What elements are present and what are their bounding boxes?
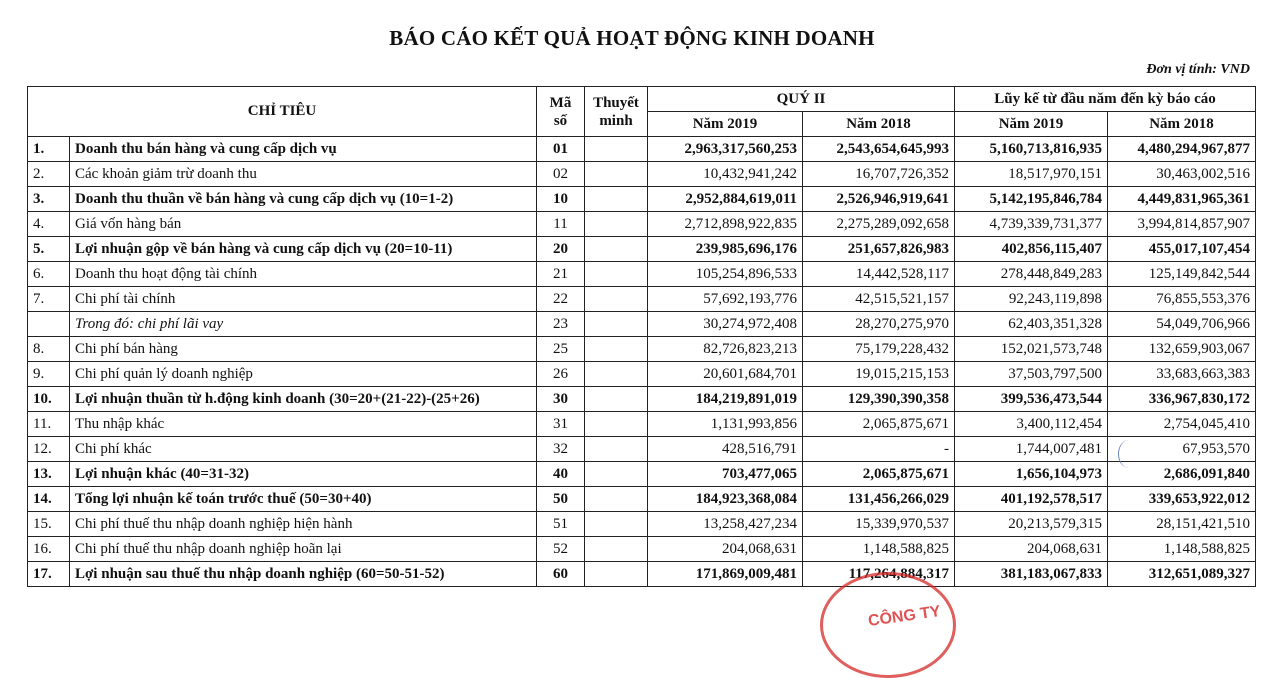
cumulative-2019-value: 1,656,104,973 bbox=[955, 462, 1108, 487]
cumulative-2018-value: 76,855,553,376 bbox=[1108, 287, 1256, 312]
header-cumulative: Lũy kế từ đầu năm đến kỳ báo cáo bbox=[955, 87, 1256, 112]
table-row bbox=[28, 187, 1256, 212]
cumulative-2018-value: 125,149,842,544 bbox=[1108, 262, 1256, 287]
cumulative-2019-value: 62,403,351,328 bbox=[955, 312, 1108, 337]
quarter-2018-value: 1,148,588,825 bbox=[803, 537, 955, 562]
row-label: Chi phí bán hàng bbox=[70, 337, 537, 362]
row-label: Chi phí tài chính bbox=[70, 287, 537, 312]
row-label: Lợi nhuận thuần từ h.động kinh doanh (30=20+(21-22)-(25+26) bbox=[70, 387, 537, 412]
cumulative-2019-value: 1,744,007,481 bbox=[955, 437, 1108, 462]
quarter-2019-value: 204,068,631 bbox=[648, 537, 803, 562]
cumulative-2018-value: 1,148,588,825 bbox=[1108, 537, 1256, 562]
header-thuyet-minh: Thuyết minh bbox=[585, 87, 648, 137]
table-row bbox=[28, 287, 1256, 312]
cumulative-2019-value: 278,448,849,283 bbox=[955, 262, 1108, 287]
row-note bbox=[585, 287, 648, 312]
row-code: 31 bbox=[537, 412, 585, 437]
row-label: Thu nhập khác bbox=[70, 412, 537, 437]
quarter-2019-value: 171,869,009,481 bbox=[648, 562, 803, 587]
row-number: 1. bbox=[28, 137, 70, 162]
cumulative-2019-value: 402,856,115,407 bbox=[955, 237, 1108, 262]
header-chi-tieu: CHỈ TIÊU bbox=[28, 87, 537, 137]
cumulative-2018-value: 336,967,830,172 bbox=[1108, 387, 1256, 412]
row-label: Lợi nhuận gộp về bán hàng và cung cấp dịch vụ (20=10-11) bbox=[70, 237, 537, 262]
header-quarter: QUÝ II bbox=[648, 87, 955, 112]
quarter-2019-value: 239,985,696,176 bbox=[648, 237, 803, 262]
cumulative-2018-value: 312,651,089,327 bbox=[1108, 562, 1256, 587]
income-statement-table bbox=[27, 86, 1256, 587]
table-row bbox=[28, 437, 1256, 462]
row-code: 10 bbox=[537, 187, 585, 212]
quarter-2019-value: 1,131,993,856 bbox=[648, 412, 803, 437]
row-code: 23 bbox=[537, 312, 585, 337]
cumulative-2018-value: 3,994,814,857,907 bbox=[1108, 212, 1256, 237]
row-note bbox=[585, 162, 648, 187]
quarter-2018-value: - bbox=[803, 437, 955, 462]
quarter-2019-value: 57,692,193,776 bbox=[648, 287, 803, 312]
quarter-2019-value: 13,258,427,234 bbox=[648, 512, 803, 537]
row-number: 14. bbox=[28, 487, 70, 512]
company-stamp-text: CÔNG TY bbox=[867, 603, 942, 630]
row-number: 13. bbox=[28, 462, 70, 487]
row-code: 26 bbox=[537, 362, 585, 387]
row-label: Chi phí thuế thu nhập doanh nghiệp hiện hành bbox=[70, 512, 537, 537]
row-label: Tổng lợi nhuận kế toán trước thuế (50=30+40) bbox=[70, 487, 537, 512]
row-code: 30 bbox=[537, 387, 585, 412]
header-quarter-2019: Năm 2019 bbox=[648, 112, 803, 137]
cumulative-2018-value: 4,449,831,965,361 bbox=[1108, 187, 1256, 212]
row-note bbox=[585, 212, 648, 237]
quarter-2019-value: 105,254,896,533 bbox=[648, 262, 803, 287]
row-label: Chi phí khác bbox=[70, 437, 537, 462]
table-row bbox=[28, 237, 1256, 262]
row-label: Doanh thu thuần về bán hàng và cung cấp dịch vụ (10=1-2) bbox=[70, 187, 537, 212]
header-cumulative-2018: Năm 2018 bbox=[1108, 112, 1256, 137]
table-body bbox=[28, 137, 1256, 587]
row-code: 22 bbox=[537, 287, 585, 312]
row-code: 60 bbox=[537, 562, 585, 587]
quarter-2018-value: 131,456,266,029 bbox=[803, 487, 955, 512]
header-quarter-2018: Năm 2018 bbox=[803, 112, 955, 137]
table-row bbox=[28, 562, 1256, 587]
quarter-2019-value: 428,516,791 bbox=[648, 437, 803, 462]
row-note bbox=[585, 362, 648, 387]
cumulative-2019-value: 204,068,631 bbox=[955, 537, 1108, 562]
row-note bbox=[585, 387, 648, 412]
row-code: 40 bbox=[537, 462, 585, 487]
quarter-2019-value: 20,601,684,701 bbox=[648, 362, 803, 387]
table-row bbox=[28, 412, 1256, 437]
quarter-2019-value: 703,477,065 bbox=[648, 462, 803, 487]
quarter-2019-value: 10,432,941,242 bbox=[648, 162, 803, 187]
table-row bbox=[28, 337, 1256, 362]
currency-unit: Đơn vị tính: VND bbox=[1146, 62, 1250, 77]
row-code: 25 bbox=[537, 337, 585, 362]
quarter-2018-value: 117,264,884,317 bbox=[803, 562, 955, 587]
row-number: 7. bbox=[28, 287, 70, 312]
quarter-2018-value: 2,275,289,092,658 bbox=[803, 212, 955, 237]
cumulative-2018-value: 54,049,706,966 bbox=[1108, 312, 1256, 337]
cumulative-2019-value: 37,503,797,500 bbox=[955, 362, 1108, 387]
table-row bbox=[28, 387, 1256, 412]
row-number: 5. bbox=[28, 237, 70, 262]
row-number: 11. bbox=[28, 412, 70, 437]
cumulative-2018-value: 67,953,570 bbox=[1108, 437, 1256, 462]
cumulative-2019-value: 399,536,473,544 bbox=[955, 387, 1108, 412]
row-label: Doanh thu hoạt động tài chính bbox=[70, 262, 537, 287]
row-number: 6. bbox=[28, 262, 70, 287]
quarter-2019-value: 184,219,891,019 bbox=[648, 387, 803, 412]
cumulative-2019-value: 152,021,573,748 bbox=[955, 337, 1108, 362]
table-row bbox=[28, 212, 1256, 237]
row-number bbox=[28, 312, 70, 337]
row-code: 11 bbox=[537, 212, 585, 237]
cumulative-2019-value: 5,160,713,816,935 bbox=[955, 137, 1108, 162]
cumulative-2019-value: 5,142,195,846,784 bbox=[955, 187, 1108, 212]
row-code: 52 bbox=[537, 537, 585, 562]
cumulative-2018-value: 2,686,091,840 bbox=[1108, 462, 1256, 487]
row-note bbox=[585, 262, 648, 287]
row-note bbox=[585, 462, 648, 487]
table-row bbox=[28, 512, 1256, 537]
cumulative-2019-value: 4,739,339,731,377 bbox=[955, 212, 1108, 237]
quarter-2018-value: 251,657,826,983 bbox=[803, 237, 955, 262]
row-label: Lợi nhuận sau thuế thu nhập doanh nghiệp (60=50-51-52) bbox=[70, 562, 537, 587]
cumulative-2018-value: 339,653,922,012 bbox=[1108, 487, 1256, 512]
cumulative-2018-value: 455,017,107,454 bbox=[1108, 237, 1256, 262]
row-note bbox=[585, 437, 648, 462]
row-label: Chi phí quản lý doanh nghiệp bbox=[70, 362, 537, 387]
quarter-2018-value: 2,526,946,919,641 bbox=[803, 187, 955, 212]
quarter-2018-value: 14,442,528,117 bbox=[803, 262, 955, 287]
row-label: Giá vốn hàng bán bbox=[70, 212, 537, 237]
header-cumulative-2019: Năm 2019 bbox=[955, 112, 1108, 137]
quarter-2018-value: 19,015,215,153 bbox=[803, 362, 955, 387]
row-note bbox=[585, 237, 648, 262]
row-number: 15. bbox=[28, 512, 70, 537]
cumulative-2019-value: 3,400,112,454 bbox=[955, 412, 1108, 437]
row-note bbox=[585, 487, 648, 512]
quarter-2018-value: 2,065,875,671 bbox=[803, 412, 955, 437]
row-label: Trong đó: chi phí lãi vay bbox=[70, 312, 537, 337]
cumulative-2019-value: 381,183,067,833 bbox=[955, 562, 1108, 587]
cumulative-2018-value: 132,659,903,067 bbox=[1108, 337, 1256, 362]
row-number: 17. bbox=[28, 562, 70, 587]
row-label: Chi phí thuế thu nhập doanh nghiệp hoãn lại bbox=[70, 537, 537, 562]
row-note bbox=[585, 137, 648, 162]
quarter-2019-value: 30,274,972,408 bbox=[648, 312, 803, 337]
table-row bbox=[28, 487, 1256, 512]
row-label: Các khoản giảm trừ doanh thu bbox=[70, 162, 537, 187]
cumulative-2018-value: 30,463,002,516 bbox=[1108, 162, 1256, 187]
row-number: 10. bbox=[28, 387, 70, 412]
row-number: 16. bbox=[28, 537, 70, 562]
quarter-2019-value: 2,712,898,922,835 bbox=[648, 212, 803, 237]
table-row bbox=[28, 162, 1256, 187]
table-row bbox=[28, 312, 1256, 337]
quarter-2018-value: 2,543,654,645,993 bbox=[803, 137, 955, 162]
quarter-2018-value: 75,179,228,432 bbox=[803, 337, 955, 362]
row-code: 32 bbox=[537, 437, 585, 462]
row-note bbox=[585, 312, 648, 337]
row-number: 2. bbox=[28, 162, 70, 187]
quarter-2019-value: 82,726,823,213 bbox=[648, 337, 803, 362]
report-title: BÁO CÁO KẾT QUẢ HOẠT ĐỘNG KINH DOANH bbox=[389, 26, 875, 50]
row-note bbox=[585, 537, 648, 562]
row-note bbox=[585, 562, 648, 587]
quarter-2018-value: 129,390,390,358 bbox=[803, 387, 955, 412]
row-note bbox=[585, 412, 648, 437]
cumulative-2018-value: 28,151,421,510 bbox=[1108, 512, 1256, 537]
row-label: Lợi nhuận khác (40=31-32) bbox=[70, 462, 537, 487]
row-number: 9. bbox=[28, 362, 70, 387]
quarter-2019-value: 2,963,317,560,253 bbox=[648, 137, 803, 162]
quarter-2018-value: 2,065,875,671 bbox=[803, 462, 955, 487]
cumulative-2018-value: 33,683,663,383 bbox=[1108, 362, 1256, 387]
table-row bbox=[28, 462, 1256, 487]
row-code: 20 bbox=[537, 237, 585, 262]
table-row bbox=[28, 137, 1256, 162]
header-ma-so: Mã số bbox=[537, 87, 585, 137]
row-number: 8. bbox=[28, 337, 70, 362]
cumulative-2018-value: 4,480,294,967,877 bbox=[1108, 137, 1256, 162]
cumulative-2019-value: 18,517,970,151 bbox=[955, 162, 1108, 187]
table-row bbox=[28, 262, 1256, 287]
row-note bbox=[585, 512, 648, 537]
cumulative-2019-value: 20,213,579,315 bbox=[955, 512, 1108, 537]
quarter-2018-value: 15,339,970,537 bbox=[803, 512, 955, 537]
quarter-2019-value: 184,923,368,084 bbox=[648, 487, 803, 512]
quarter-2018-value: 28,270,275,970 bbox=[803, 312, 955, 337]
row-number: 3. bbox=[28, 187, 70, 212]
row-number: 4. bbox=[28, 212, 70, 237]
quarter-2018-value: 42,515,521,157 bbox=[803, 287, 955, 312]
row-note bbox=[585, 187, 648, 212]
pen-mark bbox=[1118, 440, 1139, 468]
quarter-2019-value: 2,952,884,619,011 bbox=[648, 187, 803, 212]
row-code: 01 bbox=[537, 137, 585, 162]
quarter-2018-value: 16,707,726,352 bbox=[803, 162, 955, 187]
row-number: 12. bbox=[28, 437, 70, 462]
table-row bbox=[28, 362, 1256, 387]
row-note bbox=[585, 337, 648, 362]
cumulative-2018-value: 2,754,045,410 bbox=[1108, 412, 1256, 437]
row-code: 21 bbox=[537, 262, 585, 287]
cumulative-2019-value: 92,243,119,898 bbox=[955, 287, 1108, 312]
row-code: 51 bbox=[537, 512, 585, 537]
row-code: 50 bbox=[537, 487, 585, 512]
cumulative-2019-value: 401,192,578,517 bbox=[955, 487, 1108, 512]
row-code: 02 bbox=[537, 162, 585, 187]
table-row bbox=[28, 537, 1256, 562]
row-label: Doanh thu bán hàng và cung cấp dịch vụ bbox=[70, 137, 537, 162]
